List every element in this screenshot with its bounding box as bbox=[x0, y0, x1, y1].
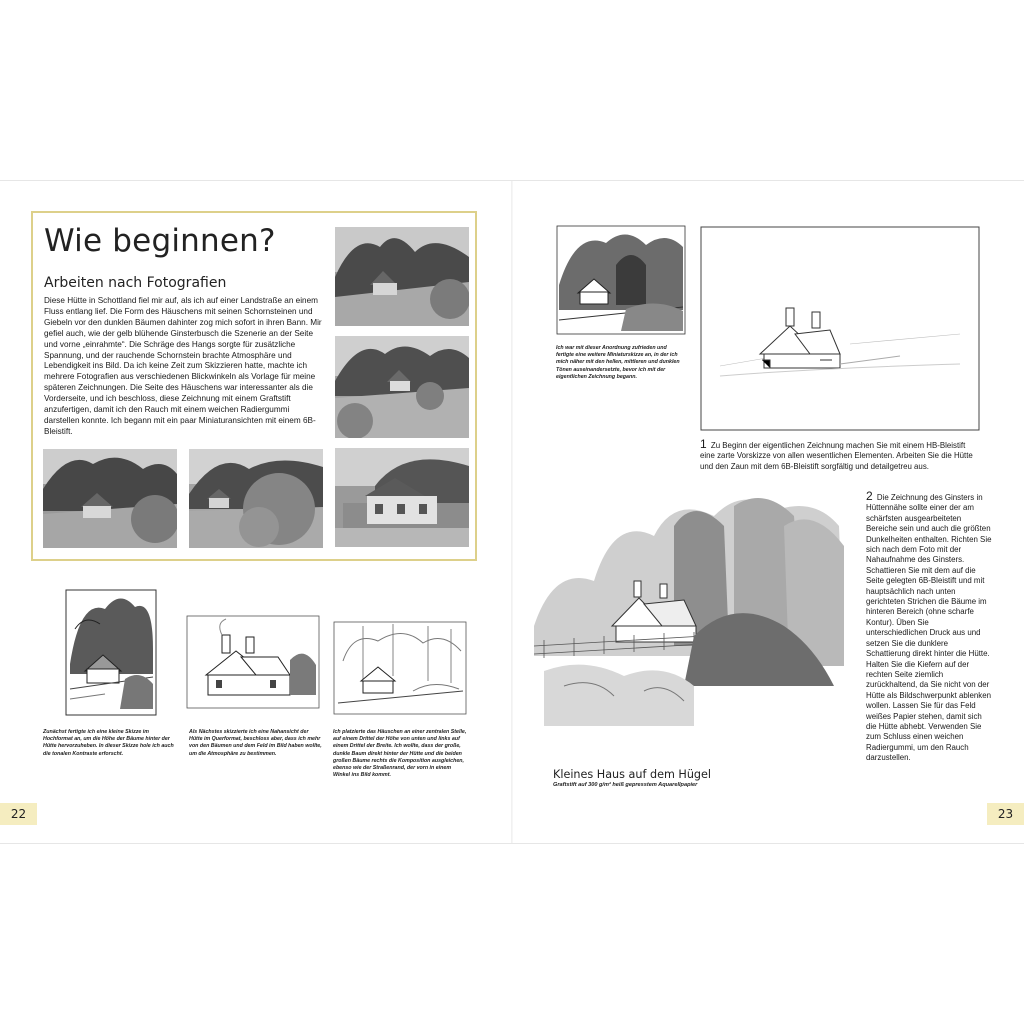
final-drawing-image bbox=[524, 486, 854, 761]
sketch-composition-thumbnail bbox=[333, 621, 467, 715]
reference-photo-1 bbox=[335, 227, 469, 326]
section-subtitle: Arbeiten nach Fotografien bbox=[44, 275, 227, 291]
page-number-left: 22 bbox=[0, 803, 37, 825]
reference-photo-3 bbox=[43, 449, 177, 548]
step2-text bbox=[866, 491, 992, 764]
step1-text bbox=[700, 439, 982, 472]
page-title: Wie beginnen? bbox=[44, 223, 276, 259]
reference-photo-2 bbox=[335, 336, 469, 438]
sketch-landscape-closeup bbox=[186, 615, 320, 709]
book-spread bbox=[0, 180, 1024, 844]
step2-body: Die Zeichnung des Ginsters in Hüttennähe sollte einer der am schärfsten ausgearbeiteten Bereiche sein und auch die größten Dunkelheiten enthalten. Richten Sie sich nach dem Foto mit der Nahaufnahme des Ginsters. Schattieren Sie mit dem auf die Seite gelegten 6B-Bleistift und mit hauptsächlich nach unten gerichteten Strichen die Bäume im hinteren Bereich (ohne scharfe Kontur). Üben Sie unterschiedlichen Druck aus und setzen Sie die dunklere Schattierung direkt hinter die Hütte. Halten Sie die Kiefern auf der rechten Seite ziemlich zurückhaltend, da Sie nicht von der Hütte als Bildschwerpunkt ablenken wollen. Lassen Sie für das Feld weißes Papier stehen, damit sich die Hütte abhebt. Verwenden Sie zum Schluss einen weichen Radiergummi, um den Rauch darzustellen. bbox=[866, 493, 992, 763]
intro-paragraph: Diese Hütte in Schottland fiel mir auf, als ich auf einer Landstraße an einem Fluss entlang lief. Die Form des Häuschens mit seinen Schornsteinen und Giebeln vor den dunklen Bäumen dahinter zog mich sofort in ihren Bann. Mir gefiel auch, wie der gelb blühende Ginsterbusch die Szenerie an der Seite und vorne „einrahmte“. Die Schräge des Hangs sorgte für zusätzliche Spannung, und der rauchende Schornstein brachte Atmosphäre und Lebendigkeit ins Bild. Da ich keine Zeit zum Skizzieren hatte, machte ich mehrere Fotografien aus verschiedenen Blickwinkeln als Vorlage für meine späteren Zeichnungen. Die Seite des Häuschens war interessanter als die Vorderseite, und ich beschloss, diese Zeichnung mit einem Graftstift anzufertigen, damit ich den Rauch mit einem weichen Radiergummi darstellen konnte. Ich begann mit ein paar Miniaturansichten mit einem 6B-Bleistift. bbox=[44, 296, 322, 436]
caption-sketch-2: Als Nächstes skizzierte ich eine Nahansicht der Hütte im Querformat, beschloss aber, dass ich mehr von den Bäumen und dem Feld im Bild haben wollte, um die Atmosphäre zu bestimmen. bbox=[189, 729, 322, 757]
step2-number: 2 bbox=[866, 489, 873, 503]
step1-sketch-image bbox=[700, 226, 980, 431]
page-gutter bbox=[511, 181, 513, 843]
final-drawing-caption: Graftstift auf 300 g/m² heiß gepresstem Aquarellpapier bbox=[553, 782, 698, 788]
caption-sketch-3: Ich platzierte das Häuschen an einer zentralen Stelle, auf einem Drittel der Höhe von unten und links auf einem Drittel der Breite. Ich wollte, dass der große, dunkle Baum direkt hinter der Hütte und die beiden großen Bäume rechts die Komposition ausgleichen, ebenso wie der Straßenrand, der vorn in einem Winkel ins Bild kommt. bbox=[333, 729, 467, 779]
reference-photo-4 bbox=[189, 449, 323, 548]
step1-body: Zu Beginn der eigentlichen Zeichnung machen Sie mit einem HB-Bleistift eine zarte Vorskizze von allen wesentlichen Elementen. Arbeiten Sie die Hütte und den Zaun mit dem 6B-Bleistift sorgfältig und detailgetreu aus. bbox=[700, 441, 973, 471]
sketch-portrait-thumbnail bbox=[65, 589, 157, 716]
caption-sketch-1: Zunächst fertigte ich eine kleine Skizze im Hochformat an, um die Höhe der Bäume hinter der Hütte hervorzuheben. In dieser Skizze hole ich auch die tonalen Kontraste erforscht. bbox=[43, 729, 174, 757]
page-number-right: 23 bbox=[987, 803, 1024, 825]
reference-photo-5 bbox=[335, 448, 469, 547]
final-drawing-title: Kleines Haus auf dem Hügel bbox=[553, 768, 712, 781]
caption-tonal-thumbnail: Ich war mit dieser Anordnung zufrieden und fertigte eine weitere Miniaturskizze an, in der ich mich näher mit den hellen, mittleren und dunklen Tönen auseinandersetzte, bevor ich mit der eigentlichen Zeichnung begann. bbox=[556, 345, 680, 380]
step1-number: 1 bbox=[700, 437, 707, 451]
sketch-tonal-thumbnail bbox=[556, 225, 686, 335]
